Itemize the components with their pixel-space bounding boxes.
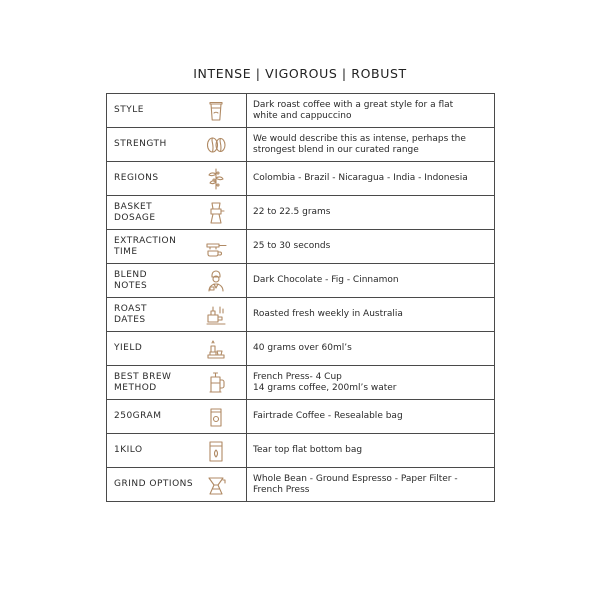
spec-value-cell bbox=[247, 468, 495, 502]
spec-label: STRENGTH bbox=[114, 139, 167, 149]
french-press-icon bbox=[204, 371, 228, 395]
spec-label: 250GRAM bbox=[114, 411, 162, 421]
spec-label: REGIONS bbox=[114, 173, 159, 183]
spec-label-cell bbox=[107, 400, 247, 434]
spec-value: 40 grams over 60ml’s bbox=[253, 343, 352, 353]
spec-label-cell bbox=[107, 298, 247, 332]
spec-row bbox=[107, 128, 495, 162]
spec-row bbox=[107, 366, 495, 400]
spec-value-cell bbox=[247, 264, 495, 298]
large-bag-icon bbox=[204, 439, 228, 463]
spec-value: Tear top flat bottom bag bbox=[253, 445, 363, 455]
spec-row bbox=[107, 332, 495, 366]
spec-label: STYLE bbox=[114, 105, 144, 115]
roaster-icon bbox=[204, 303, 228, 327]
spec-value-cell bbox=[247, 230, 495, 264]
spec-row bbox=[107, 468, 495, 502]
spec-value: Colombia - Brazil - Nicaragua - India - Indonesia bbox=[253, 173, 468, 183]
spec-value: Whole Bean - Ground Espresso - Paper Filter - French Press bbox=[253, 473, 458, 495]
portafilter-icon bbox=[204, 235, 228, 259]
spec-value-cell bbox=[247, 128, 495, 162]
spec-label-cell bbox=[107, 196, 247, 230]
takeaway-cup-icon bbox=[204, 99, 228, 123]
spec-label-cell bbox=[107, 128, 247, 162]
spec-label-cell bbox=[107, 230, 247, 264]
spec-value: We would describe this as intense, perhaps the strongest blend in our curated range bbox=[253, 133, 466, 155]
spec-label: 1KILO bbox=[114, 445, 143, 455]
spec-label-cell bbox=[107, 94, 247, 128]
spec-row bbox=[107, 230, 495, 264]
spec-value: Fairtrade Coffee - Resealable bag bbox=[253, 411, 403, 421]
spec-value-cell bbox=[247, 94, 495, 128]
small-bag-icon bbox=[204, 405, 228, 429]
spec-label-cell bbox=[107, 366, 247, 400]
spec-label-cell bbox=[107, 264, 247, 298]
spec-value: Dark roast coffee with a great style for a flat white and cappuccino bbox=[253, 99, 454, 121]
spec-row bbox=[107, 400, 495, 434]
spec-label: BASKET DOSAGE bbox=[114, 201, 156, 223]
spec-value-cell bbox=[247, 366, 495, 400]
spec-row bbox=[107, 94, 495, 128]
spec-value-cell bbox=[247, 400, 495, 434]
spec-row bbox=[107, 434, 495, 468]
coffee-spec-table bbox=[106, 93, 495, 502]
spec-value-cell bbox=[247, 298, 495, 332]
coffee-plant-icon bbox=[204, 167, 228, 191]
spec-value-cell bbox=[247, 434, 495, 468]
spec-label-cell bbox=[107, 332, 247, 366]
spec-row bbox=[107, 162, 495, 196]
spec-value: Roasted fresh weekly in Australia bbox=[253, 309, 403, 319]
spec-label-cell bbox=[107, 434, 247, 468]
spec-value: Dark Chocolate - Fig - Cinnamon bbox=[253, 275, 399, 285]
grinder-icon bbox=[204, 201, 228, 225]
coffee-bean-icon bbox=[204, 133, 228, 157]
spec-row bbox=[107, 298, 495, 332]
pour-over-icon bbox=[204, 473, 228, 497]
spec-value-cell bbox=[247, 196, 495, 230]
spec-label: YIELD bbox=[114, 343, 143, 353]
spec-label-cell bbox=[107, 162, 247, 196]
barista-icon bbox=[204, 269, 228, 293]
spec-label: BEST BREW METHOD bbox=[114, 371, 172, 393]
spec-value-cell bbox=[247, 162, 495, 196]
spec-value-cell bbox=[247, 332, 495, 366]
spec-label: EXTRACTION TIME bbox=[114, 235, 177, 257]
spec-label: BLEND NOTES bbox=[114, 269, 148, 291]
spec-label: ROAST DATES bbox=[114, 303, 148, 325]
scale-icon bbox=[204, 337, 228, 361]
spec-row bbox=[107, 196, 495, 230]
page-heading: INTENSE | VIGOROUS | ROBUST bbox=[193, 66, 407, 81]
spec-row bbox=[107, 264, 495, 298]
spec-label-cell bbox=[107, 468, 247, 502]
spec-value: 25 to 30 seconds bbox=[253, 241, 331, 251]
spec-value: French Press- 4 Cup 14 grams coffee, 200ml’s water bbox=[253, 371, 397, 393]
spec-label: GRIND OPTIONS bbox=[114, 479, 194, 489]
spec-value: 22 to 22.5 grams bbox=[253, 207, 331, 217]
